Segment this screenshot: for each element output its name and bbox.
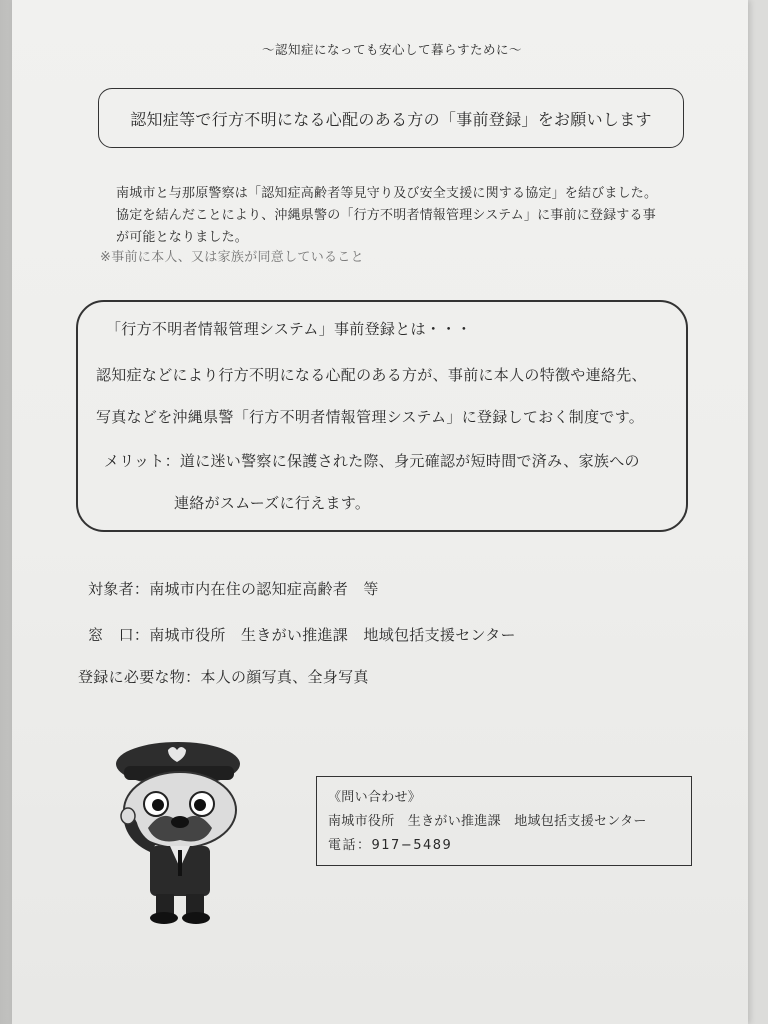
title-box <box>98 88 684 148</box>
info-heading: 「行方不明者情報管理システム」事前登録とは・・・ <box>106 320 472 338</box>
target-line: 対象者：南城市内在住の認知症高齢者 等 <box>88 580 379 598</box>
flyer-title: 認知症等で行方不明になる心配のある方の「事前登録」をお願いします <box>130 109 652 129</box>
intro-line-2: 協定を結んだことにより、沖縄県警の「行方不明者情報管理システム」に事前に登録する事 <box>116 208 656 223</box>
merit-line-2: 連絡がスムーズに行えます。 <box>174 494 371 512</box>
consent-note: ※事前に本人、又は家族が同意していること <box>100 250 364 265</box>
contact-phone: 電話：917−5489 <box>328 838 453 853</box>
flyer-subtitle: 〜認知症になっても安心して暮らすために〜 <box>262 42 523 57</box>
merit-line-1: メリット：道に迷い警察に保護された際、身元確認が短時間で済み、家族への <box>104 452 640 470</box>
police-mascot-icon <box>102 728 272 928</box>
intro-line-3: が可能となりました。 <box>116 230 249 245</box>
intro-line-1: 南城市と与那原警察は「認知症高齢者等見守り及び安全支援に関する協定」を結びました。 <box>116 186 658 201</box>
contact-office: 南城市役所 生きがい推進課 地域包括支援センター <box>328 814 647 829</box>
info-description-1: 認知症などにより行方不明になる心配のある方が、事前に本人の特徴や連絡先、 <box>96 366 647 384</box>
flyer-sheet <box>12 0 748 1024</box>
info-description-2: 写真などを沖縄県警「行方不明者情報管理システム」に登録しておく制度です。 <box>96 408 645 426</box>
required-items-line: 登録に必要な物：本人の顔写真、全身写真 <box>78 668 369 686</box>
window-line: 窓 口：南城市役所 生きがい推進課 地域包括支援センター <box>88 626 516 644</box>
contact-heading: 《問い合わせ》 <box>328 790 422 805</box>
